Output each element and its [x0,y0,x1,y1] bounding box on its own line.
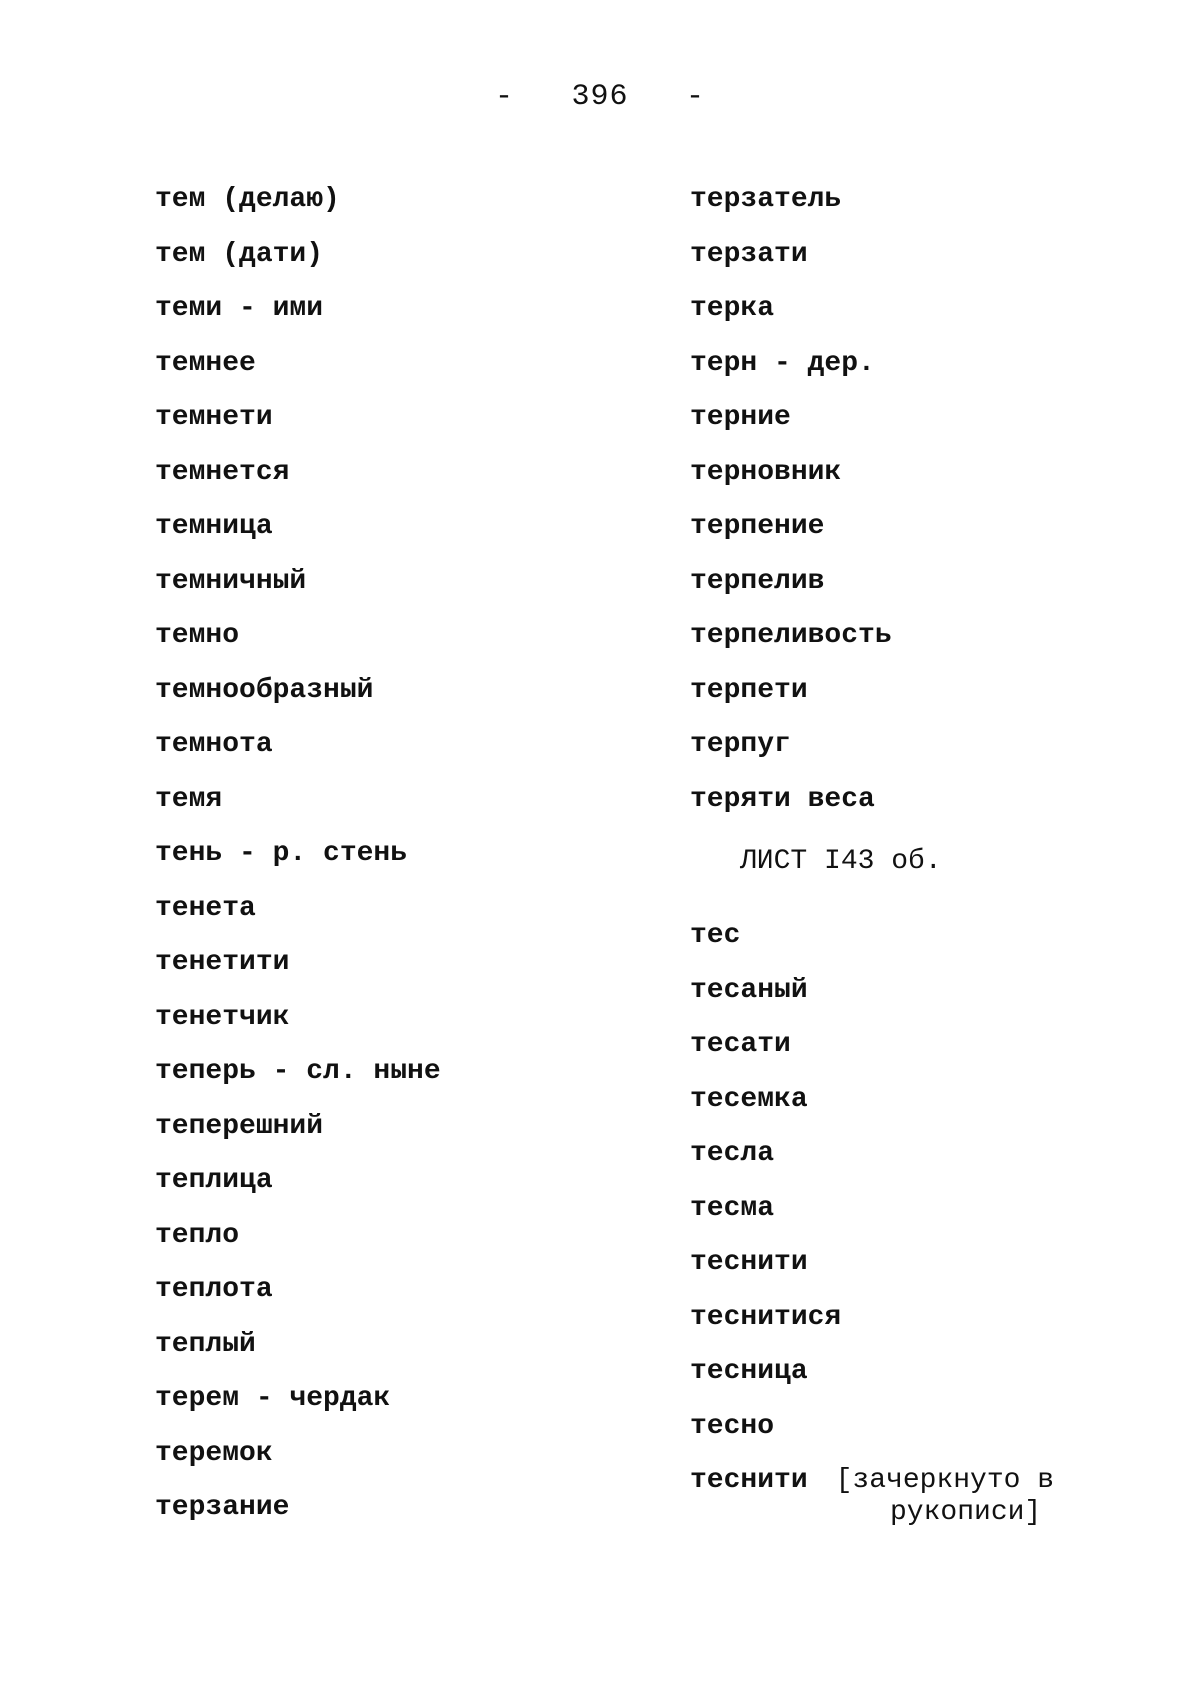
word-entry: терпуг [690,729,791,760]
word-entry: терпети [690,674,808,706]
word-entry: терзание [155,1492,290,1523]
word-entry: тенета [155,892,256,924]
word-entry: теплый [155,1328,256,1360]
sheet-heading: ЛИСТ I43 об. [740,846,942,877]
word-entry: терем - чердак [155,1383,391,1414]
word-entry: темнети [155,402,273,433]
word-entry: темнется [155,456,290,488]
header-dash-right: - [686,80,706,114]
word-entry: тесемка [690,1083,808,1115]
word-entry: тес [690,920,741,951]
word-entry: теплица [155,1165,273,1196]
word-entry: тень - р. стень [155,838,408,869]
word-entry: теснити [690,1247,808,1278]
word-entry: темя [155,783,223,815]
word-entry: тем (делаю) [155,184,340,215]
word-entry: темнота [155,729,273,760]
word-entry: теремок [155,1437,273,1469]
word-entry: терпеливость [690,620,892,651]
page-header [0,80,1200,114]
word-entry: тем (дати) [155,238,324,270]
word-entry: теми - ими [155,293,324,324]
editorial-note-continuation: рукописи] [890,1497,1042,1528]
word-entry: теперь - сл. ныне [155,1056,441,1087]
word-entry: тесно [690,1410,775,1442]
word-entry: темница [155,511,273,542]
word-entry: темничный [155,565,307,597]
word-entry: темнее [155,347,256,379]
word-entry: тесма [690,1192,775,1224]
word-entry: терн - дер. [690,347,875,379]
crossed-out-word: теснити [690,1465,808,1496]
word-entry: теперешний [155,1110,324,1142]
word-entry: терновник [690,456,842,488]
word-entry: теплота [155,1274,273,1305]
word-entry: терзати [690,238,808,270]
word-entry: темнообразный [155,674,374,706]
editorial-note: [зачеркнуто в [835,1465,1055,1496]
word-entry: теряти веса [690,783,875,815]
word-entry: терпение [690,511,825,542]
word-entry: тепло [155,1219,240,1251]
right-word-column [690,181,1140,1528]
word-entry: терпелив [690,565,825,597]
header-dash-left: - [494,80,514,114]
crossed-out-entry [690,1462,1140,1528]
left-word-column [155,181,675,1544]
word-entry: терзатель [690,184,842,215]
word-entry: теснитися [690,1301,842,1333]
word-entry: терка [690,293,775,324]
word-entry: тесла [690,1138,775,1169]
word-entry: тесати [690,1029,791,1060]
word-entry: тесница [690,1356,808,1387]
word-entry: тесаный [690,974,808,1006]
word-entry: терние [690,402,791,433]
word-entry: темно [155,620,240,651]
word-entry: тенетити [155,947,290,978]
page-number: 396 [571,80,629,114]
word-entry: тенетчик [155,1001,290,1033]
